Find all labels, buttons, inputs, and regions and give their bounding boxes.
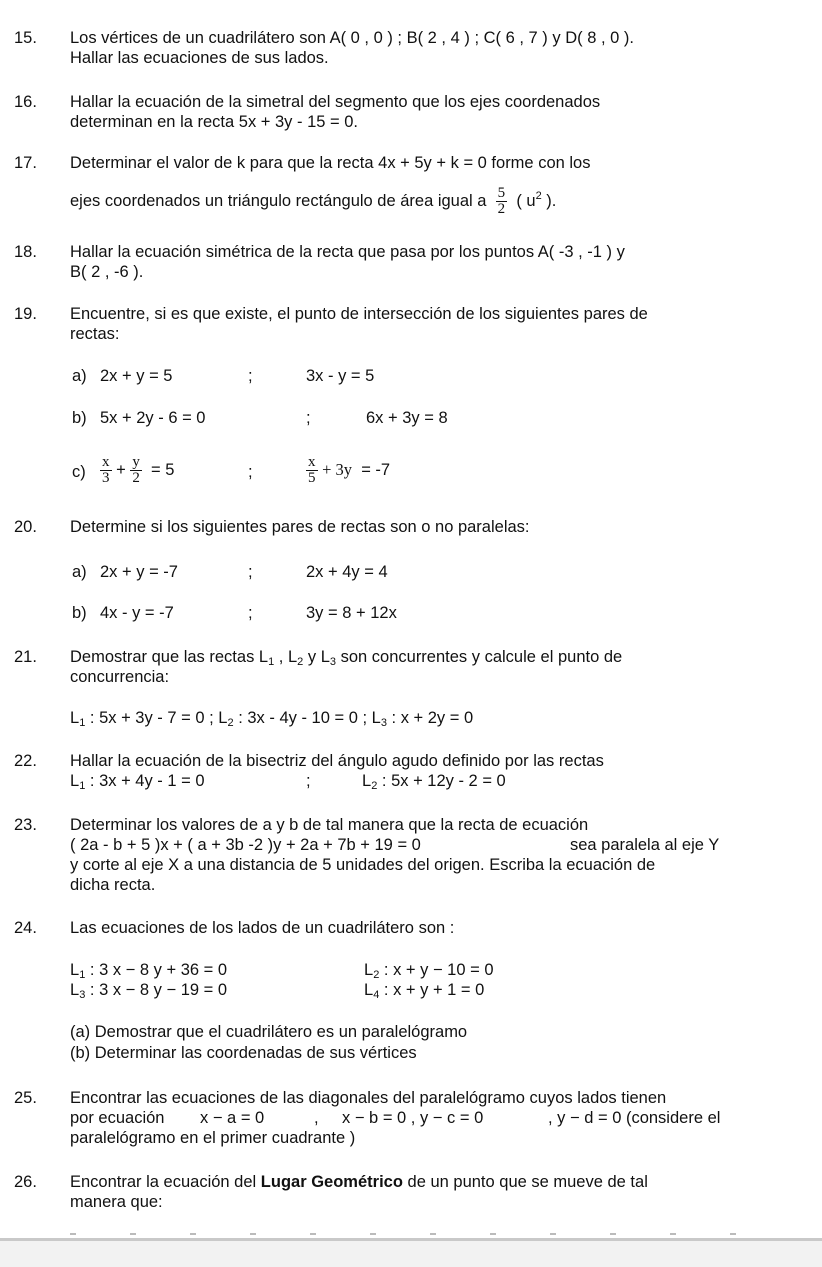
problem-19-text-2: rectas: [70, 325, 120, 343]
separator: ; [306, 772, 311, 790]
problem-19-text: Encuentre, si es que existe, el punto de intersección de los siguientes pares de [70, 305, 648, 323]
problem-22-text: Hallar la ecuación de la bisectriz del ángulo agudo definido por las rectas [70, 752, 604, 770]
equation: 2x + y = -7 [100, 563, 178, 581]
problem-25-text-2a: por ecuación [70, 1109, 165, 1127]
item-label: a) [72, 367, 87, 385]
separator: ; [248, 367, 253, 385]
problem-15-text: Los vértices de un cuadrilátero son A( 0 , 0 ) ; B( 2 , 4 ) ; C( 6 , 7 ) y D( 8 , 0 ). [70, 29, 634, 47]
separator: ; [306, 409, 311, 427]
equation: x − b = 0 , y − c = 0 [342, 1109, 484, 1127]
problem-number: 25. [14, 1089, 37, 1107]
problem-number: 26. [14, 1173, 37, 1191]
problem-18-text-2: B( 2 , -6 ). [70, 263, 144, 281]
problem-number: 21. [14, 648, 37, 666]
equation: $L_1$ : 3 x − 8 y + 36 = 0 [70, 961, 228, 981]
item-label: c) [72, 463, 86, 481]
problem-26-text: Encontrar la ecuación del Lugar Geométrico de un punto que se mueve de tal [70, 1173, 648, 1191]
subitem-a: (a) Demostrar que el cuadrilátero es un paralelógramo [70, 1023, 468, 1041]
fraction: $\frac{5}{2}$ [497, 185, 506, 217]
item-label: b) [72, 604, 87, 622]
equation: $L_2$ : 5x + 12y - 2 = 0 [362, 772, 506, 792]
problem-23-text-4: dicha recta. [70, 876, 156, 894]
separator: ; [248, 463, 253, 481]
problem-number: 17. [14, 154, 37, 172]
problem-24-text: Las ecuaciones de los lados de un cuadrilátero son : [70, 919, 455, 937]
problem-18-text: Hallar la ecuación simétrica de la recta que pasa por los puntos A( -3 , -1 ) y [70, 243, 625, 261]
equation: 3y = 8 + 12x [306, 604, 397, 622]
equation: $L_4$ : x + y + 1 = 0 [364, 981, 485, 1001]
separator: ; [248, 604, 253, 622]
problem-25-text: Encontrar las ecuaciones de las diagonales del paralelógramo cuyos lados tienen [70, 1089, 667, 1107]
problem-number: 22. [14, 752, 37, 770]
equation-fraction: $\frac{x}{5}$ + 3y = -7 [308, 454, 391, 487]
equation: ( 2a - b + 5 )x + ( a + 3b -2 )y + 2a + 7b + 19 = 0 [70, 836, 421, 854]
problem-25-text-3: paralelógramo en el primer cuadrante ) [70, 1129, 356, 1147]
equation: 6x + 3y = 8 [366, 409, 448, 427]
equation-fraction: $\frac{x}{3}$ + $\frac{y}{2}$ = 5 [102, 454, 175, 487]
problem-15-text-2: Hallar las ecuaciones de sus lados. [70, 49, 329, 67]
problem-17-text-2: ejes coordenados un triángulo rectángulo de área igual a $\frac{5}{2}$ ( $u^2$ ). [70, 185, 557, 217]
problem-16-text-2: determinan en la recta 5x + 3y - 15 = 0. [70, 113, 359, 131]
problem-20-text: Determine si los siguientes pares de rectas son o no paralelas: [70, 518, 530, 536]
separator: ; [248, 563, 253, 581]
equation: 4x - y = -7 [100, 604, 174, 622]
equation: x − a = 0 [200, 1109, 265, 1127]
problem-21-text-2: concurrencia: [70, 668, 170, 686]
item-label: b) [72, 409, 87, 427]
problem-number: 20. [14, 518, 37, 536]
equation: 3x - y = 5 [306, 367, 375, 385]
problem-number: 16. [14, 93, 37, 111]
problem-17-text: Determinar el valor de k para que la recta 4x + 5y + k = 0 forme con los [70, 154, 591, 172]
equation: $L_3$ : 3 x − 8 y − 19 = 0 [70, 981, 228, 1001]
equation: 5x + 2y - 6 = 0 [100, 409, 206, 427]
equation: $L_1$ : 3x + 4y - 1 = 0 [70, 772, 205, 792]
equation: $L_2$ : x + y − 10 = 0 [364, 961, 494, 981]
equation: , y − d = 0 (considere el [548, 1109, 721, 1127]
problem-number: 18. [14, 243, 37, 261]
problem-number: 15. [14, 29, 37, 47]
problem-23-text-3: y corte al eje X a una distancia de 5 unidades del origen. Escriba la ecuación de [70, 856, 656, 874]
problem-21-text: Demostrar que las rectas $L_1$ , $L_2$ y $L_3$ son concurrentes y calcule el punto de [70, 648, 623, 668]
page-gap [0, 1241, 822, 1267]
problem-number: 23. [14, 816, 37, 834]
problem-number: 24. [14, 919, 37, 937]
equations-line: $L_1$ : 5x + 3y - 7 = 0 ; $L_2$ : 3x - 4y - 10 = 0 ; $L_3$ : x + 2y = 0 [70, 709, 474, 729]
separator: , [314, 1109, 319, 1127]
cut-off-text [70, 1233, 750, 1235]
equation: 2x + y = 5 [100, 367, 173, 385]
subitem-b: (b) Determinar las coordenadas de sus vértices [70, 1044, 417, 1062]
item-label: a) [72, 563, 87, 581]
problem-16-text: Hallar la ecuación de la simetral del segmento que los ejes coordenados [70, 93, 601, 111]
equation: 2x + 4y = 4 [306, 563, 388, 581]
problem-26-text-2: manera que: [70, 1193, 163, 1211]
problem-number: 19. [14, 305, 37, 323]
problem-23-text-2: sea paralela al eje Y [570, 836, 720, 854]
problem-23-text: Determinar los valores de a y b de tal manera que la recta de ecuación [70, 816, 589, 834]
